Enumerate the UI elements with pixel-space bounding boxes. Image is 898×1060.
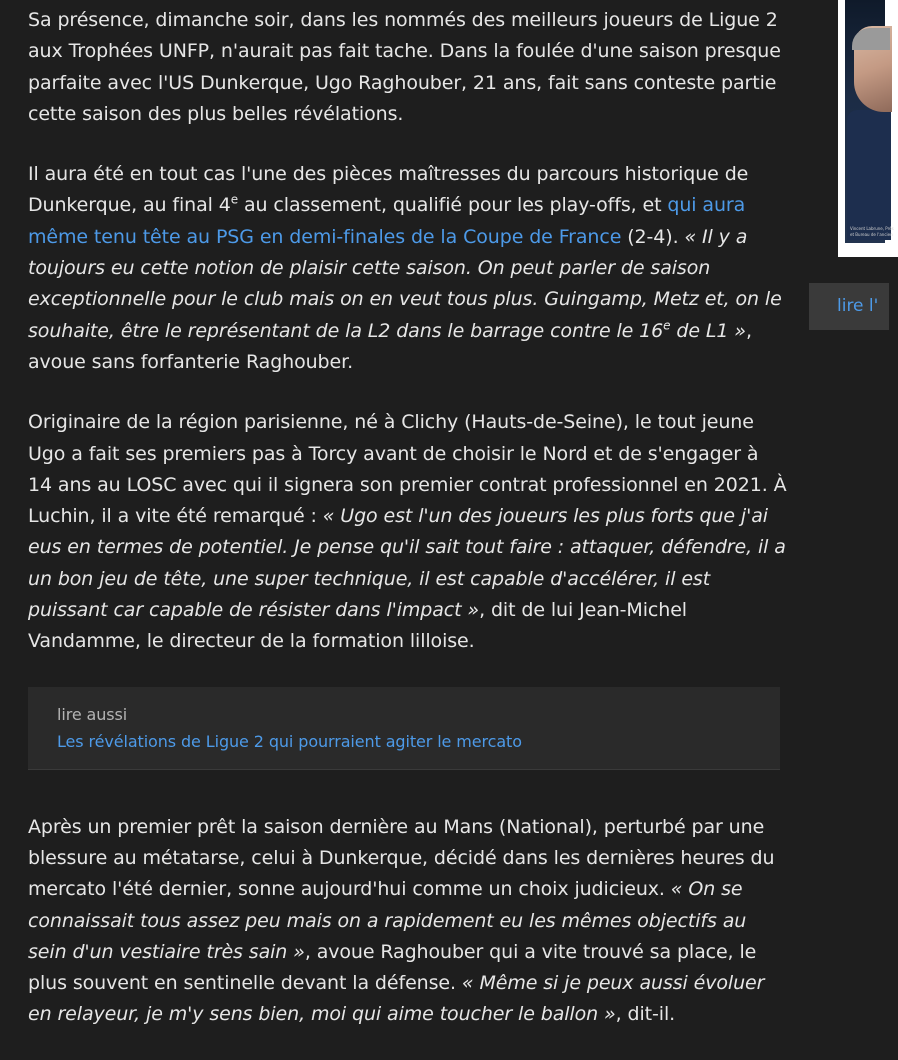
paragraph-4-text-3: , dit-il. [615, 1003, 676, 1026]
paragraph-3 [28, 407, 788, 657]
ad-caption-line-1: Vincent Labrune, Prés [850, 226, 894, 231]
paragraph-4-text-2: , avoue Raghouber qui a vite trouvé sa place, le plus souvent en sentinelle devant la défense. [28, 940, 757, 995]
quote-vandamme: « Ugo est l'un des joueurs les plus forts que j'ai eus en termes de potentiel. Je pense qu'il sait tout faire : attaquer, défendre, il a un bon jeu de tête, une super technique, il est capable d'accélérer, il est puissant car capable de résister dans l'impact » [28, 505, 786, 622]
paragraph-4 [28, 812, 788, 1031]
psg-cup-link[interactable]: qui aura même tenu tête au PSG en demi-finales de la Coupe de France [28, 194, 746, 248]
paragraph-1-text: Sa présence, dimanche soir, dans les nommés des meilleurs joueurs de Ligue 2 aux Trophées UNFP, n'aurait pas fait tache. Dans la foulée d'une saison presque parfaite avec l'US Dunkerque, Ugo Raghouber, 21 ans, fait sans conteste partie cette saison des plus belles révélations. [28, 9, 781, 125]
sidebar-read-also-link[interactable]: lire l' [837, 296, 879, 316]
quote-raghouber-3: « Même si je peux aussi évoluer en relayeur, je m'y sens bien, moi qui aime toucher le ballon » [28, 972, 765, 1026]
sidebar-ad-photo[interactable] [845, 0, 894, 243]
article-body [28, 5, 788, 1060]
paragraph-1 [28, 5, 788, 130]
ordinal-suffix: e [663, 318, 671, 333]
paragraph-2-text-4: , avoue sans forfanterie Raghouber. [28, 319, 752, 373]
sidebar-read-also[interactable] [809, 283, 889, 330]
paragraph-3-text-2: , dit de lui Jean-Michel Vandamme, le directeur de la formation lilloise. [28, 599, 687, 653]
read-also-link[interactable]: Les révélations de Ligue 2 qui pourraient agiter le mercato [57, 731, 522, 751]
paragraph-2 [28, 159, 788, 378]
quote-raghouber-1b: de L1 » [670, 319, 746, 342]
paragraph-2-text-2: au classement, qualifié pour les play-offs, et [238, 194, 668, 217]
suit-shape [847, 110, 891, 240]
paragraph-2-text-3: (2-4). [621, 225, 685, 248]
quote-raghouber-2: « On se connaissait tous assez peu mais on a rapidement eu les mêmes objectifs au sein d'un vestiaire très sain » [28, 878, 747, 963]
paragraph-3-text-1: Originaire de la région parisienne, né à Clichy (Hauts-de-Seine), le tout jeune Ugo a fait ses premiers pas à Torcy avant de choisir le Nord et de s'engager à 14 ans au LOSC avec qui il signera son premier contrat professionnel en 2021. À Luchin, il a vite été remarqué : [28, 411, 787, 528]
read-also-box [28, 687, 780, 770]
paragraph-2-text-1: Il aura été en tout cas l'une des pièces maîtresses du parcours historique de Dunkerque, au final 4 [28, 163, 749, 217]
ad-caption [850, 226, 894, 238]
hair-shape [852, 28, 890, 50]
ad-caption-line-2: et Bureau de l'ancien [850, 232, 893, 237]
read-also-label: lire aussi [57, 704, 128, 724]
paragraph-4-text-1: Après un premier prêt la saison dernière au Mans (National), perturbé par une blessure au métatarse, celui à Dunkerque, décidé dans les dernières heures du mercato l'été dernier, sonne aujourd'hui comme un choix judicieux. [28, 815, 775, 901]
quote-raghouber-1a: « Il y a toujours eu cette notion de plaisir cette saison. On peut parler de saison exceptionnelle pour le club mais on en veut tous plus. Guingamp, Metz et, on le souhaite, être le représentant de la L2 dans le barrage contre le 16 [28, 225, 782, 342]
ordinal-suffix: e [230, 193, 239, 208]
